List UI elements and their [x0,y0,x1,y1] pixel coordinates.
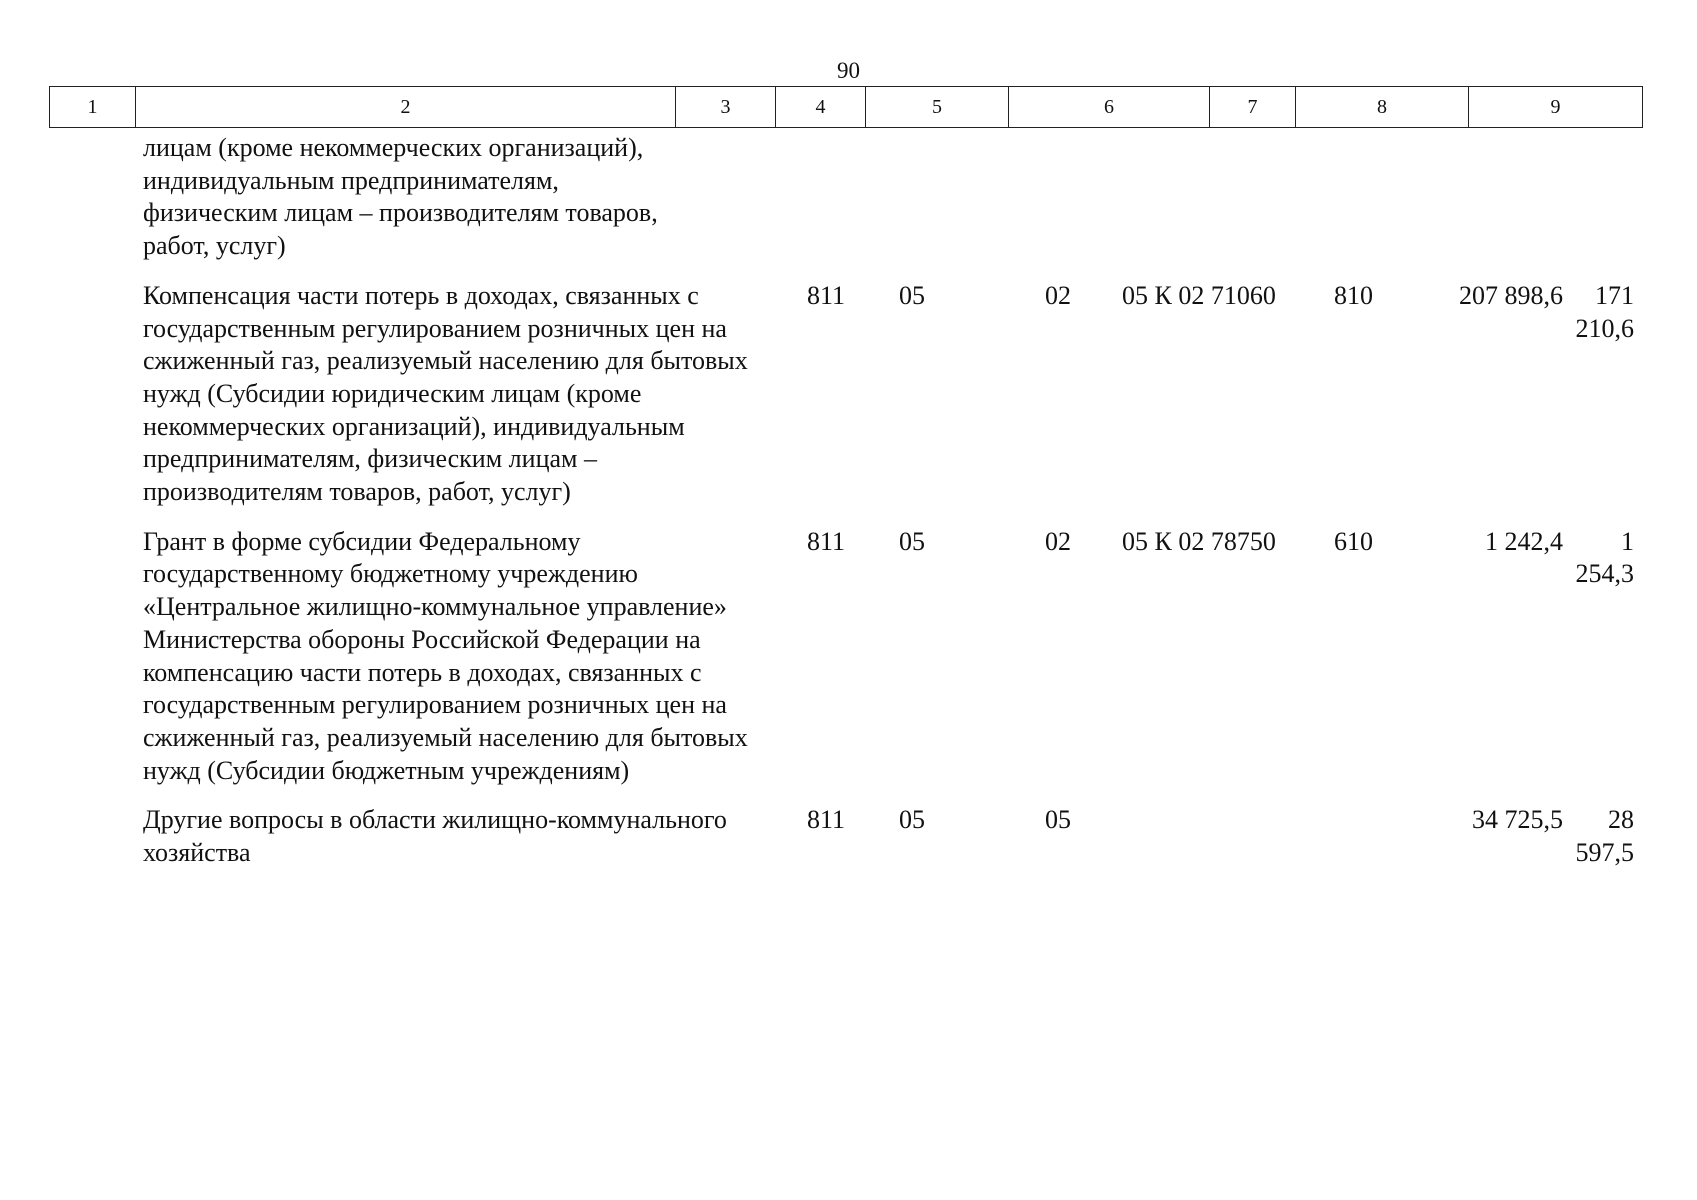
header-col-8: 8 [1296,87,1469,128]
row-target-article: 05 К 02 71060 [1122,280,1276,310]
header-row [50,87,1643,128]
row-expense-type [1313,804,1399,886]
header-col-6: 6 [1009,87,1210,128]
row-expense-type: 610 [1334,526,1373,556]
row-ministry-code: 811 [807,280,846,310]
row-amount-2: 171 210,6 [1575,280,1634,343]
row-amount-1: 207 898,6 [1459,280,1563,310]
header-col-7: 7 [1210,87,1296,128]
table-row [49,804,1642,886]
header-col-2: 2 [136,87,676,128]
row-description: Компенсация части потерь в доходах, связанных с государственным регулированием розничных цен на сжиженный газ, реализуемый населению для бытовых нужд (Субсидии юридическим лицам (кроме некоммерческих организаций), индивидуальным предпринимателям, физическим лицам – производителям товаров, работ, услуг) [143,280,748,507]
header-col-4: 4 [776,87,866,128]
header-col-9: 9 [1469,87,1643,128]
budget-table [49,132,1642,887]
row-expense-type: 810 [1334,280,1373,310]
row-description: Грант в форме субсидии Федеральному государственному бюджетному учреждению «Центральное жилищно-коммунальное управление» Министерства обороны Российской Федерации на компенсацию части потерь в доходах, связанных с государственным регулированием розничных цен на сжиженный газ, реализуемый населению для бытовых нужд (Субсидии бюджетным учреждениям) [143,526,748,785]
row-section-code: 05 [899,526,925,556]
row-amount-2: 1 254,3 [1575,526,1634,589]
row-expense-type [1313,132,1399,280]
header-col-5: 5 [866,87,1009,128]
row-amount-1: 34 725,5 [1472,805,1563,835]
row-subsection-code [989,132,1112,280]
row-subsection-code: 05 [1045,805,1071,835]
row-section-code: 05 [899,805,925,835]
row-description: лицам (кроме некоммерческих организаций), индивидуальным предпринимателям, физическим лицам – производителям товаров, работ, услуг) [143,133,658,261]
row-amount-1: 1 242,4 [1485,526,1563,556]
row-target-article [1112,132,1313,280]
row-target-article: 05 К 02 78750 [1122,526,1276,556]
row-section-code: 05 [899,280,925,310]
table-row [49,132,1642,280]
row-ministry-code: 811 [807,805,846,835]
row-ministry-code: 811 [807,526,846,556]
row-amount-2: 28 597,5 [1575,805,1634,868]
header-col-3: 3 [676,87,776,128]
table-row [49,280,1642,526]
row-amount-1 [1399,132,1572,280]
row-subsection-code: 02 [1045,526,1071,556]
header-col-1: 1 [50,87,136,128]
row-subsection-code: 02 [1045,280,1071,310]
table-row [49,526,1642,805]
row-ministry-code [779,132,869,280]
row-description: Другие вопросы в области жилищно-коммунального хозяйства [143,805,727,868]
column-number-header [49,86,1643,128]
row-section-code [869,132,989,280]
page-number: 90 [837,58,860,83]
row-amount-2 [1572,132,1642,280]
row-target-article [1112,804,1313,886]
